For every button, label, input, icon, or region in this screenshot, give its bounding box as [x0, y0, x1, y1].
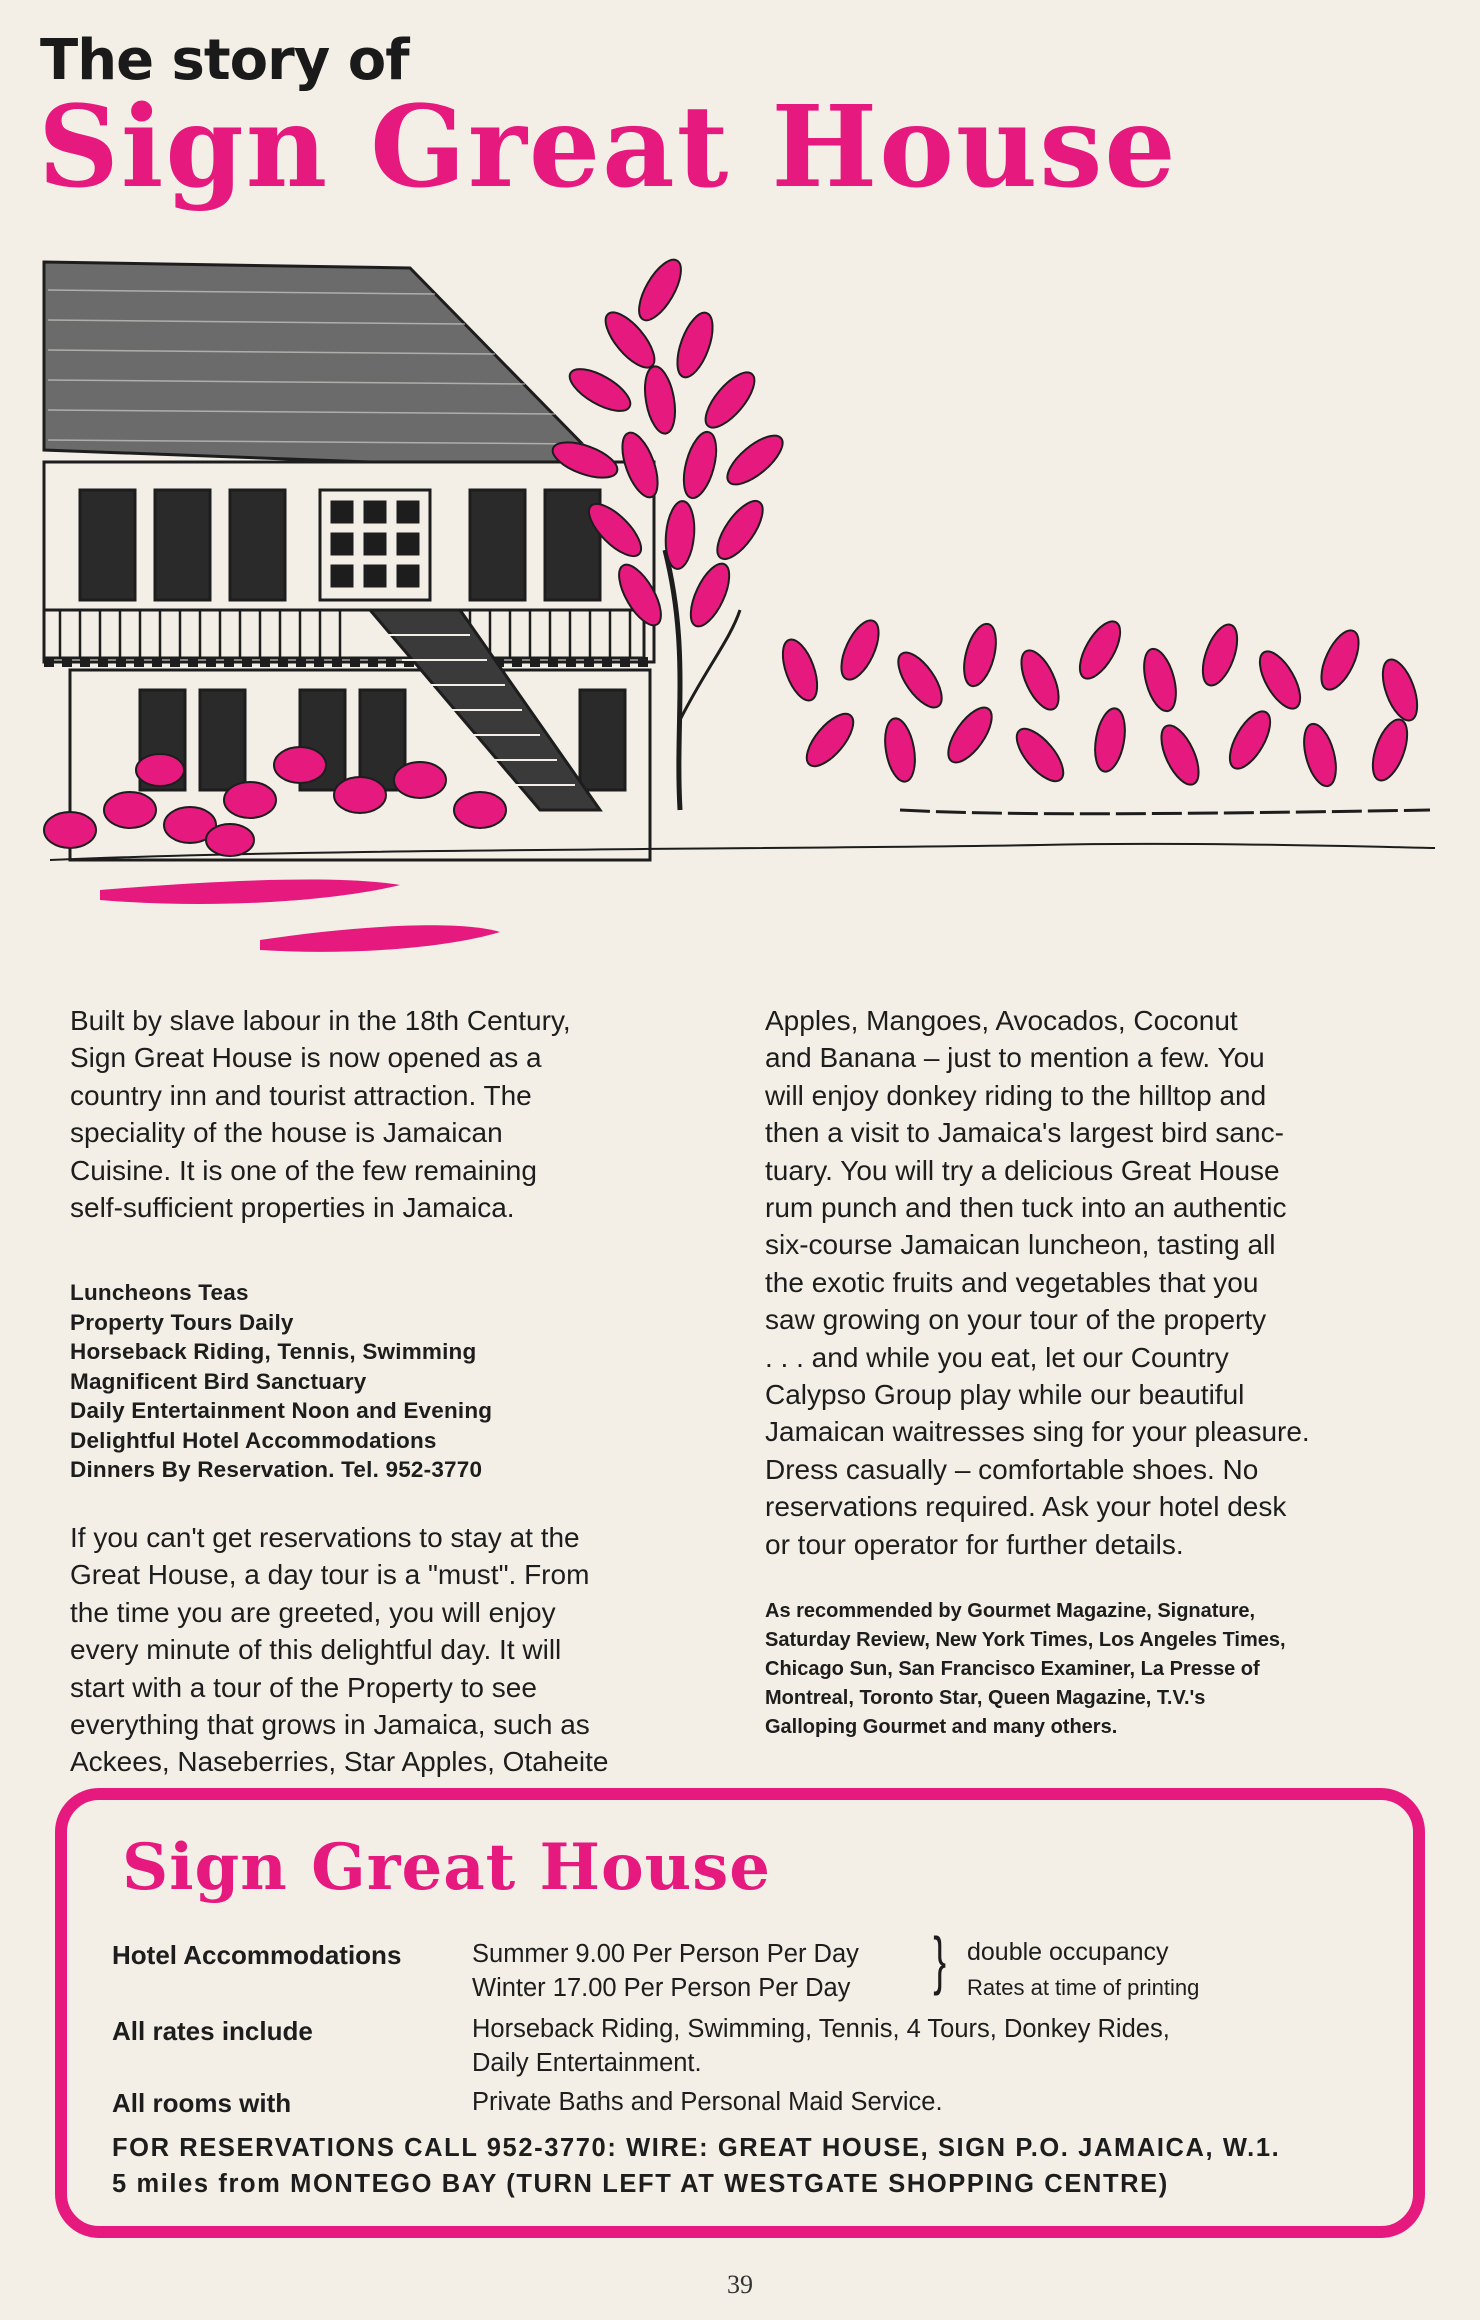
- text-line: As recommended by Gourmet Magazine, Signature,: [765, 1600, 1256, 1623]
- roof: [44, 262, 600, 462]
- text-line: Galloping Gourmet and many others.: [765, 1716, 1118, 1739]
- left-column: [70, 1002, 750, 1781]
- occupancy-note: double occupancy: [967, 1938, 1169, 1966]
- feature-item: Dinners By Reservation. Tel. 952-3770: [70, 1457, 483, 1483]
- text-line: Ackees, Naseberries, Star Apples, Otaheite: [70, 1746, 609, 1778]
- text-line: everything that grows in Jamaica, such as: [70, 1708, 590, 1740]
- text-line: start with a tour of the Property to see: [70, 1671, 537, 1703]
- text-line: six-course Jamaican luncheon, tasting all: [765, 1229, 1276, 1261]
- rate-brace: }: [933, 1924, 947, 1996]
- text-line: tuary. You will try a delicious Great House: [765, 1154, 1280, 1186]
- text-line: self-sufficient properties in Jamaica.: [70, 1192, 515, 1224]
- rooms-value: Private Baths and Personal Maid Service.: [472, 2088, 943, 2116]
- intro-paragraph: [70, 1002, 750, 1226]
- reservation-line: FOR RESERVATIONS CALL 952-3770: WIRE: GREAT HOUSE, SIGN P.O. JAMAICA, W.1.: [112, 2134, 1281, 2162]
- text-line: . . . and while you eat, let our Country: [765, 1341, 1229, 1373]
- feature-list: [70, 1278, 750, 1485]
- includes-label: All rates include: [112, 2016, 313, 2046]
- directions-line: 5 miles from MONTEGO BAY (TURN LEFT AT WESTGATE SHOPPING CENTRE): [112, 2170, 1169, 2198]
- text-line: saw growing on your tour of the property: [765, 1304, 1267, 1336]
- text-line: rum punch and then tuck into an authentic: [765, 1192, 1287, 1224]
- text-line: then a visit to Jamaica's largest bird sanc-: [765, 1117, 1284, 1149]
- tree-trunk: [665, 550, 680, 810]
- text-line: If you can't get reservations to stay at the: [70, 1521, 580, 1553]
- rooms-label: All rooms with: [112, 2088, 292, 2118]
- shrubs-right: [776, 615, 1424, 790]
- feature-item: Luncheons Teas: [70, 1280, 249, 1306]
- feature-item: Delightful Hotel Accommodations: [70, 1427, 437, 1453]
- text-line: and Banana – just to mention a few. You: [765, 1042, 1265, 1074]
- text-line: Calypso Group play while our beautiful: [765, 1379, 1245, 1411]
- feature-item: Horseback Riding, Tennis, Swimming: [70, 1339, 477, 1365]
- winter-rate: Winter 17.00 Per Person Per Day: [472, 1974, 851, 2002]
- text-line: country inn and tourist attraction. The: [70, 1079, 532, 1111]
- text-line: Saturday Review, New York Times, Los Angeles Times,: [765, 1629, 1286, 1652]
- tour-paragraph: [765, 1002, 1410, 1563]
- text-line: Great House, a day tour is a "must". From: [70, 1559, 590, 1591]
- summer-rate: Summer 9.00 Per Person Per Day: [472, 1940, 859, 1968]
- text-line: Sign Great House is now opened as a: [70, 1042, 542, 1074]
- page-title: Sign Great House: [38, 82, 1178, 213]
- text-line: reservations required. Ask your hotel desk: [765, 1491, 1287, 1523]
- great-house-drawing: [40, 250, 1440, 990]
- text-line: every minute of this delightful day. It will: [70, 1634, 562, 1666]
- text-line: Cuisine. It is one of the few remaining: [70, 1154, 537, 1186]
- feature-item: Magnificent Bird Sanctuary: [70, 1368, 367, 1394]
- feature-item: Daily Entertainment Noon and Evening: [70, 1398, 493, 1424]
- text-line: Apples, Mangoes, Avocados, Coconut: [765, 1005, 1238, 1036]
- printing-note: Rates at time of printing: [967, 1975, 1200, 2000]
- recommendations: [765, 1597, 1410, 1742]
- includes-line: Horseback Riding, Swimming, Tennis, 4 Tours, Donkey Rides,: [472, 2015, 1170, 2043]
- right-column: [765, 1002, 1410, 1742]
- balcony-railing: [44, 610, 644, 658]
- text-line: Built by slave labour in the 18th Century,: [70, 1005, 571, 1036]
- rates-box: [55, 1788, 1425, 2238]
- text-line: Montreal, Toronto Star, Queen Magazine, T.V.'s: [765, 1687, 1206, 1710]
- text-line: or tour operator for further details.: [765, 1528, 1184, 1560]
- feature-item: Property Tours Daily: [70, 1309, 294, 1335]
- day-tour-paragraph: [70, 1519, 750, 1781]
- text-line: speciality of the house is Jamaican: [70, 1117, 503, 1149]
- text-line: Dress casually – comfortable shoes. No: [765, 1453, 1259, 1485]
- text-line: the exotic fruits and vegetables that you: [765, 1266, 1259, 1298]
- text-line: Jamaican waitresses sing for your pleasure.: [765, 1416, 1310, 1448]
- includes-line: Daily Entertainment.: [472, 2049, 702, 2077]
- page-number: 39: [727, 2270, 753, 2299]
- hotel-accommodations-label: Hotel Accommodations: [112, 1940, 402, 1970]
- text-line: Chicago Sun, San Francisco Examiner, La Presse of: [765, 1658, 1260, 1681]
- text-line: will enjoy donkey riding to the hilltop and: [765, 1079, 1267, 1111]
- rates-box-title: Sign Great House: [122, 1830, 771, 1905]
- text-line: the time you are greeted, you will enjoy: [70, 1596, 556, 1628]
- pink-ground: [100, 880, 500, 952]
- kicker-heading: The story of: [40, 28, 409, 93]
